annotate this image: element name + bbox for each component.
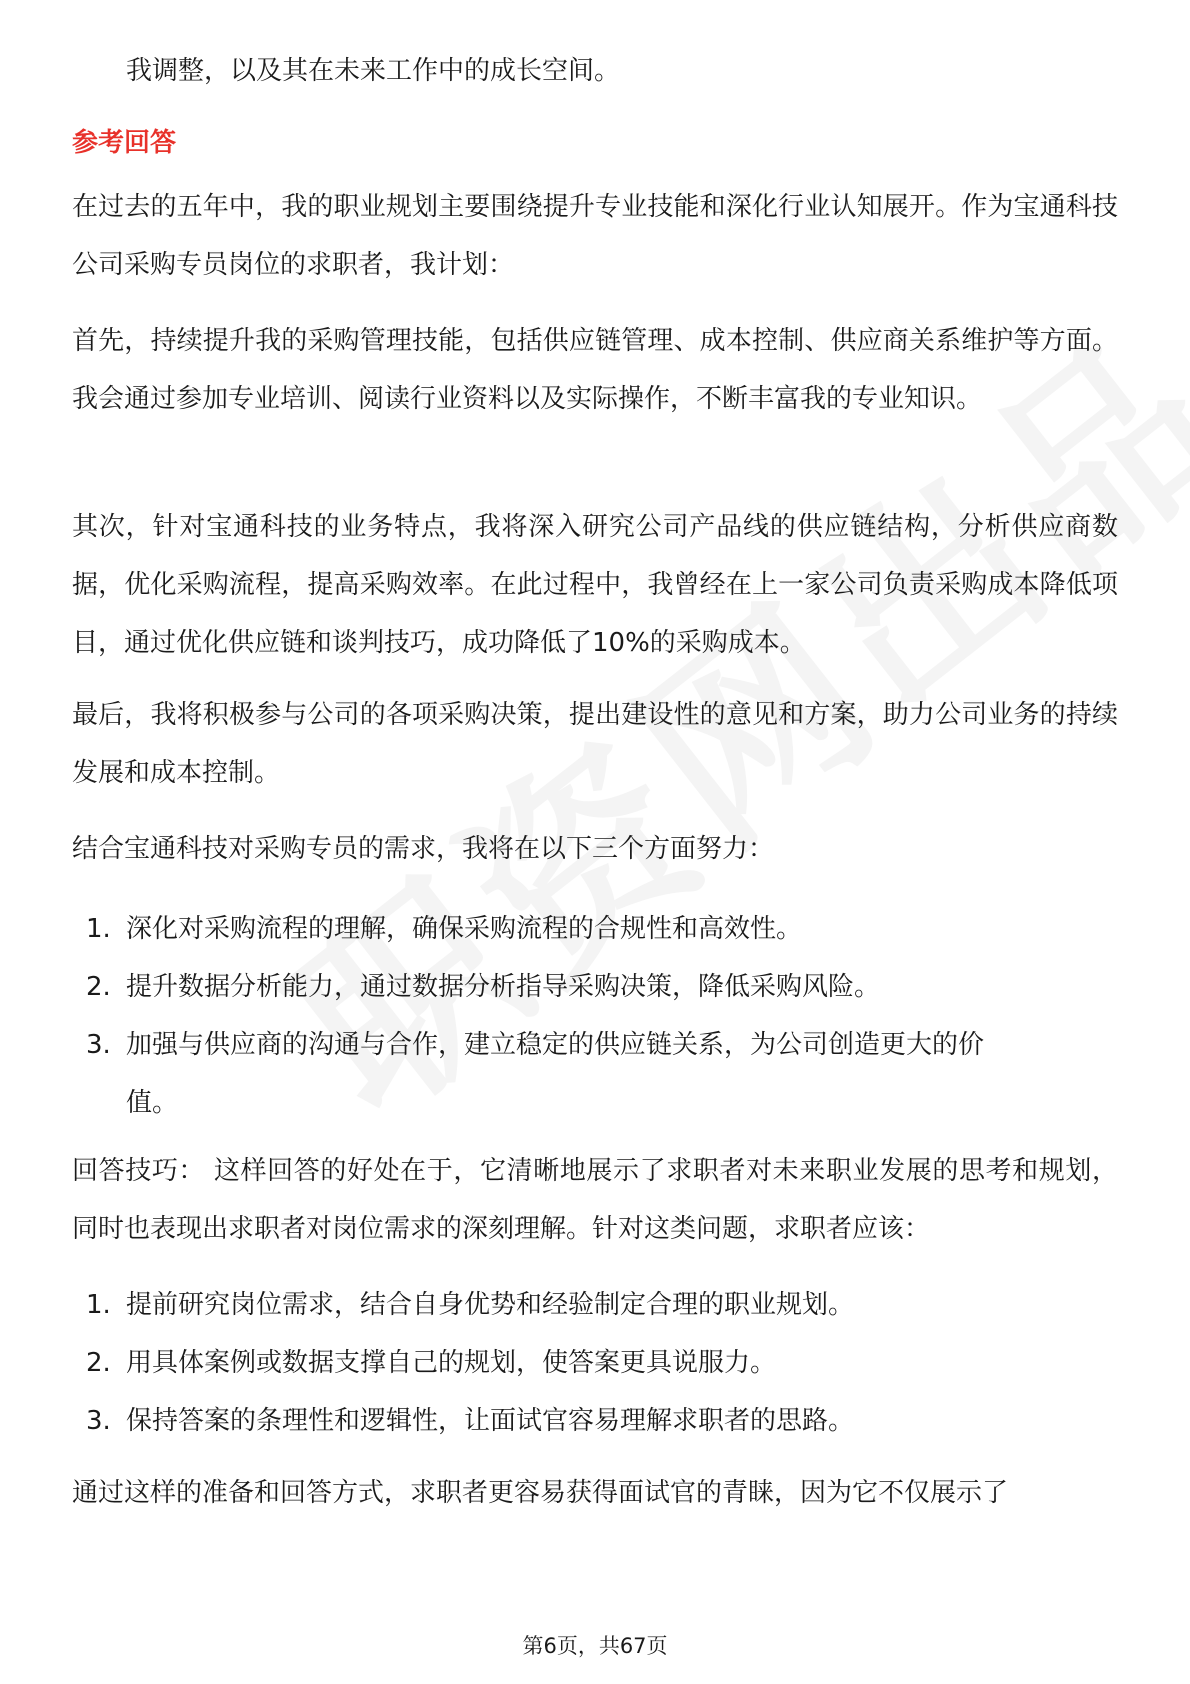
list-item (72, 1392, 1118, 1450)
paragraph-needs: 结合宝通科技对采购专员的需求，我将在以下三个方面努力： (72, 834, 775, 864)
list-item-text: 提前研究岗位需求，结合自身优势和经验制定合理的职业规划。 (126, 1290, 855, 1320)
list-item (72, 958, 1118, 1016)
list-number: 1. (86, 1290, 111, 1320)
list-item-text: 深化对采购流程的理解，确保采购流程的合规性和高效性。 (126, 914, 803, 944)
paragraph-tips: 回答技巧： 这样回答的好处在于，它清晰地展示了求职者对未来职业发展的思考和规划，同时也表现出求职者对岗位需求的深刻理解。针对这类问题，求职者应该： (72, 1156, 1118, 1244)
list-number: 2. (86, 1348, 111, 1378)
list-item (72, 1276, 1118, 1334)
list-number: 2. (86, 972, 111, 1002)
list-item-text: 保持答案的条理性和逻辑性，让面试官容易理解求职者的思路。 (126, 1406, 855, 1436)
tips-list (72, 1276, 1118, 1450)
list-item (72, 1334, 1118, 1392)
paragraph-first: 首先，持续提升我的采购管理技能，包括供应链管理、成本控制、供应商关系维护等方面。我会通过参加专业培训、阅读行业资料以及实际操作，不断丰富我的专业知识。 (72, 326, 1118, 414)
continued-line: 我调整，以及其在未来工作中的成长空间。 (126, 56, 621, 86)
list-number: 1. (86, 914, 111, 944)
paragraph-intro: 在过去的五年中，我的职业规划主要围绕提升专业技能和深化行业认知展开。作为宝通科技公司采购专员岗位的求职者，我计划： (72, 192, 1118, 280)
paragraph-last: 最后，我将积极参与公司的各项采购决策，提出建设性的意见和方案，助力公司业务的持续发展和成本控制。 (72, 700, 1118, 788)
effort-list (72, 900, 1118, 1132)
list-number: 3. (86, 1406, 111, 1436)
list-item-text: 用具体案例或数据支撑自己的规划，使答案更具说服力。 (126, 1348, 777, 1378)
paragraph-second: 其次，针对宝通科技的业务特点，我将深入研究公司产品线的供应链结构，分析供应商数据，优化采购流程，提高采购效率。在此过程中，我曾经在上一家公司负责采购成本降低项目，通过优化供应链和谈判技巧，成功降低了10%的采购成本。 (72, 512, 1118, 658)
list-item (72, 900, 1118, 958)
section-title: 参考回答 (72, 128, 177, 158)
list-number: 3. (86, 1030, 111, 1060)
page-footer: 第6页，共67页 (522, 1634, 668, 1658)
list-item-text: 提升数据分析能力，通过数据分析指导采购决策，降低采购风险。 (126, 972, 881, 1002)
list-item-text: 加强与供应商的沟通与合作，建立稳定的供应链关系，为公司创造更大的价值。 (126, 1030, 985, 1118)
list-item (72, 1016, 1118, 1132)
paragraph-closing: 通过这样的准备和回答方式，求职者更容易获得面试官的青睐，因为它不仅展示了 (72, 1478, 1009, 1508)
